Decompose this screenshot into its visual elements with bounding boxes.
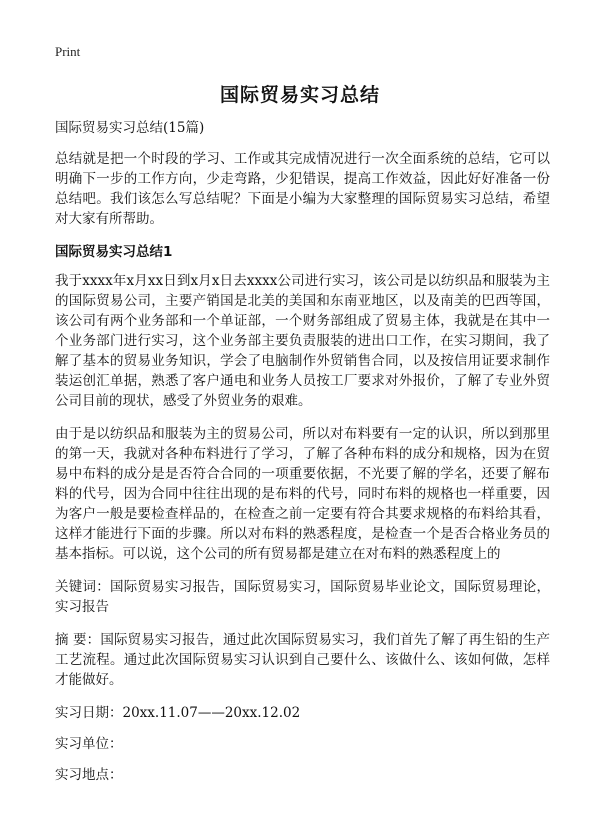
page-title: 国际贸易实习总结 — [219, 84, 380, 106]
intro-paragraph: 总结就是把一个时段的学习、工作或其完成情况进行一次全面系统的总结，它可以明确下一步的工作方向，少走弯路，少犯错误，提高工作效益，因此好好准备一份总结吧。我们该怎么写总结呢？下面是小编为大家整理的国际贸易实习总结，希望对大家有所帮助。 — [55, 151, 550, 227]
article-subtitle: 国际贸易实习总结(15篇) — [55, 120, 205, 136]
keywords-paragraph: 关键词：国际贸易实习报告，国际贸易实习，国际贸易毕业论文，国际贸易理论，实习报告 — [55, 579, 550, 615]
article-body — [55, 118, 550, 796]
abstract-paragraph: 摘 要：国际贸易实习报告，通过此次国际贸易实习，我们首先了解了再生铅的生产工艺流程。通过此次国际贸易实习认识到自己要什么、该做什么、该如何做，怎样才能做好。 — [55, 632, 550, 688]
print-link[interactable]: Print — [55, 44, 81, 59]
internship-unit: 实习单位： — [55, 736, 123, 752]
internship-location: 实习地点： — [55, 767, 123, 783]
body-paragraph-2: 由于是以纺织品和服装为主的贸易公司，所以对布料要有一定的认识，所以到那里的第一天，我就对各种布料进行了学习，了解了各种布料的成分和规格，因为在贸易中布料的成分是是否符合合同的一项重要依据，不光要了解的学名，还要了解布料的代号，因为合同中往往出现的是布料的代号，同时布料的规格也一样重要，因为客户一般是要检查样品的，在检查之前一定要有符合其要求规格的布料给其看，这样才能进行下面的步骤。所以对布料的熟悉程度，是检查一个是否合格业务员的基本指标。可以说，这个公司的所有贸易都是建立在对布料的熟悉程度上的 — [55, 426, 550, 562]
internship-date: 实习日期：20xx.11.07——20xx.12.02 — [55, 705, 301, 721]
section-heading: 国际贸易实习总结1 — [55, 244, 173, 260]
body-paragraph-1: 我于xxxx年x月xx日到x月x日去xxxx公司进行实习，该公司是以纺织品和服装为主的国际贸易公司，主要产销国是北美的美国和东南亚地区，以及南美的巴西等国，该公司有两个业务部和一个单证部，一个财务部组成了贸易主体，我就是在其中一个业务部门进行实习，这个业务部主要负责服装的进出口工作，在实习期间，我了解了基本的贸易业务知识，学会了电脑制作外贸销售合同，以及按信用证要求制作装运创汇单据，熟悉了客户通电和业务人员按工厂要求对外报价，了解了专业外贸公司目前的现状，感受了外贸业务的艰难。 — [55, 273, 550, 409]
